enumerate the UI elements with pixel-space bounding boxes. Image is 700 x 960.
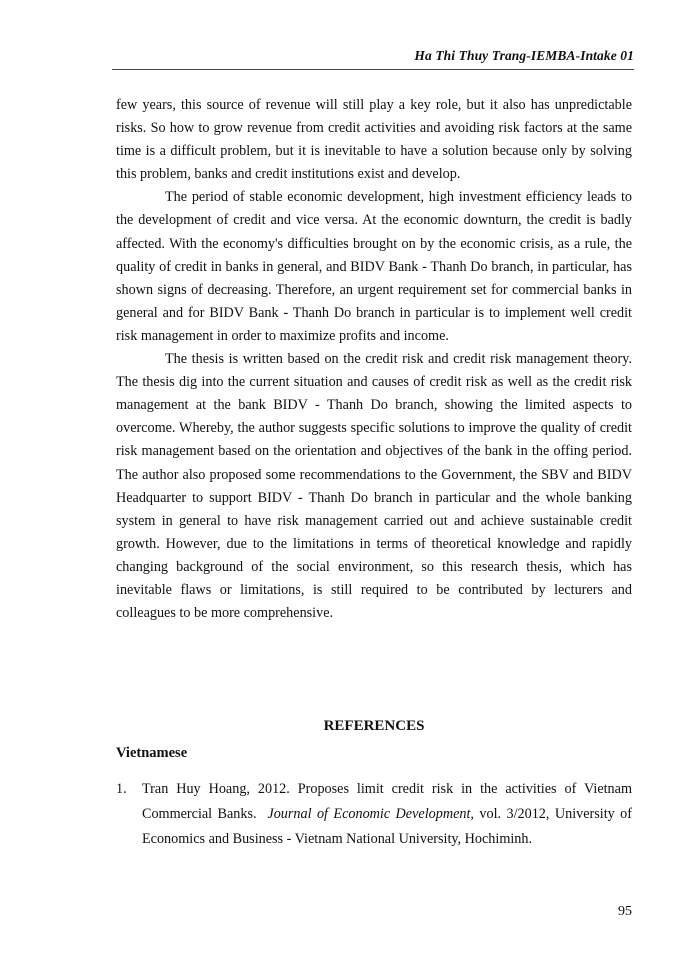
paragraph: few years, this source of revenue will still play a key role, but it also has unpredictable risks. So how to grow revenue from credit activities and avoiding risk factors at the same time is a difficult problem, but it is inevitable to have a solution because only by solving this problem, banks and credit institutions exist and develop. [116,97,632,183]
reference-number: 1. [116,781,127,797]
header-rule [112,69,634,70]
reference-item [116,777,632,852]
reference-journal: Journal of Economic Development, [267,806,474,822]
body-text [116,94,632,625]
reference-list [116,777,632,852]
references-subheading: Vietnamese [116,745,188,761]
reference-lead: Tran Huy Hoang, 2012. Proposes limit credit risk in the activities of Vietnam Commercial Banks. [142,781,632,822]
running-header: Ha Thi Thuy Trang-IEMBA-Intake 01 [414,48,634,63]
paragraph: The thesis is written based on the credit risk and credit risk management theory. The thesis dig into the current situation and causes of credit risk as well as the credit risk management at the bank BIDV - Thanh Do branch, showing the limited aspects to overcome. Whereby, the author suggests specific solutions to improve the quality of credit risk management based on the orientation and objectives of the bank in the offing period. The author also proposed some recommendations to the Government, the SBV and BIDV Headquarter to support BIDV - Thanh Do branch in particular and the whole banking system in general to have risk management carried out and achieve sustainable credit growth. However, due to the limitations in terms of theoretical knowledge and rapidly changing background of the social environment, so this research thesis, which has inevitable flaws or limitations, is still required to be contributed by lecturers and colleagues to be more comprehensive. [116,351,632,622]
paragraph: The period of stable economic development, high investment efficiency leads to the development of credit and vice versa. At the economic downturn, the credit is badly affected. With the economy's difficulties brought on by the economic crisis, as a rule, the quality of credit in banks in general, and BIDV Bank - Thanh Do branch, in particular, has shown signs of decreasing. Therefore, an urgent requirement set for commercial banks in general and for BIDV Bank - Thanh Do branch in particular is to implement well credit risk management in order to maximize profits and income. [116,189,632,344]
references-heading: REFERENCES [323,718,425,734]
page-number: 95 [618,904,632,919]
reference-text [142,777,632,852]
reference-tail: vol. 3/2012, University of Economics and Business - Vietnam National University, Hochiminh. [142,806,632,847]
